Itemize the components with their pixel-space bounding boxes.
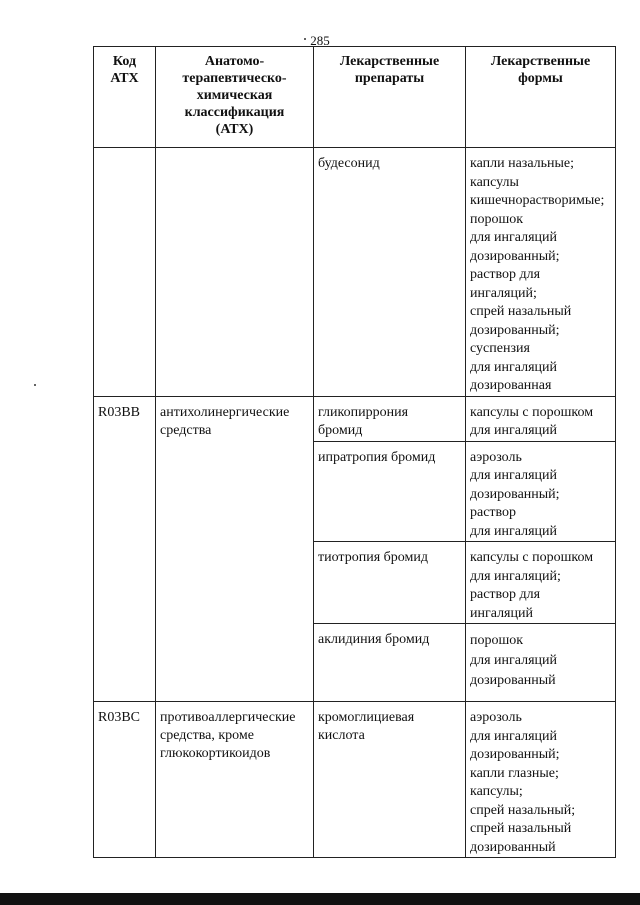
header-forms: Лекарственные формы	[466, 47, 616, 148]
cell-drug: будесонид	[314, 148, 466, 397]
page-number: 285	[310, 33, 330, 48]
cell-forms: порошок для ингаляций дозированный	[466, 624, 616, 702]
cell-forms: капли назальные; капсулы кишечнорастворимые; порошок для ингаляций дозированный; раствор для ингаляций; спрей назальный дозированный; суспензия для ингаляций дозированная	[466, 148, 616, 397]
cell-group: антихолинергические средства	[156, 396, 314, 702]
table-row	[94, 702, 616, 858]
cell-group: противоаллергические средства, кроме глюкокортикоидов	[156, 702, 314, 858]
scan-bottom-edge	[0, 893, 640, 905]
table-header-row	[94, 47, 616, 148]
cell-forms: аэрозоль для ингаляций дозированный; раствор для ингаляций	[466, 441, 616, 542]
cell-drug: аклидиния бромид	[314, 624, 466, 702]
header-code: Код АТХ	[94, 47, 156, 148]
scan-speck	[34, 384, 36, 386]
cell-code: R03BB	[94, 396, 156, 702]
table-row	[94, 396, 616, 441]
cell-forms: капсулы с порошком для ингаляций; раствор для ингаляций	[466, 542, 616, 624]
scan-speck	[304, 38, 306, 40]
cell-drug: ипратропия бромид	[314, 441, 466, 542]
table-row	[94, 148, 616, 397]
cell-group	[156, 148, 314, 397]
cell-drug: кромоглициевая кислота	[314, 702, 466, 858]
header-classification: Анатомо- терапевтическо- химическая классификация (АТХ)	[156, 47, 314, 148]
cell-code: R03BC	[94, 702, 156, 858]
cell-forms: капсулы с порошком для ингаляций	[466, 396, 616, 441]
cell-code	[94, 148, 156, 397]
header-drugs: Лекарственные препараты	[314, 47, 466, 148]
cell-forms: аэрозоль для ингаляций дозированный; капли глазные; капсулы; спрей назальный; спрей назальный дозированный	[466, 702, 616, 858]
medication-table	[93, 46, 616, 858]
cell-drug: гликопиррония бромид	[314, 396, 466, 441]
cell-drug: тиотропия бромид	[314, 542, 466, 624]
